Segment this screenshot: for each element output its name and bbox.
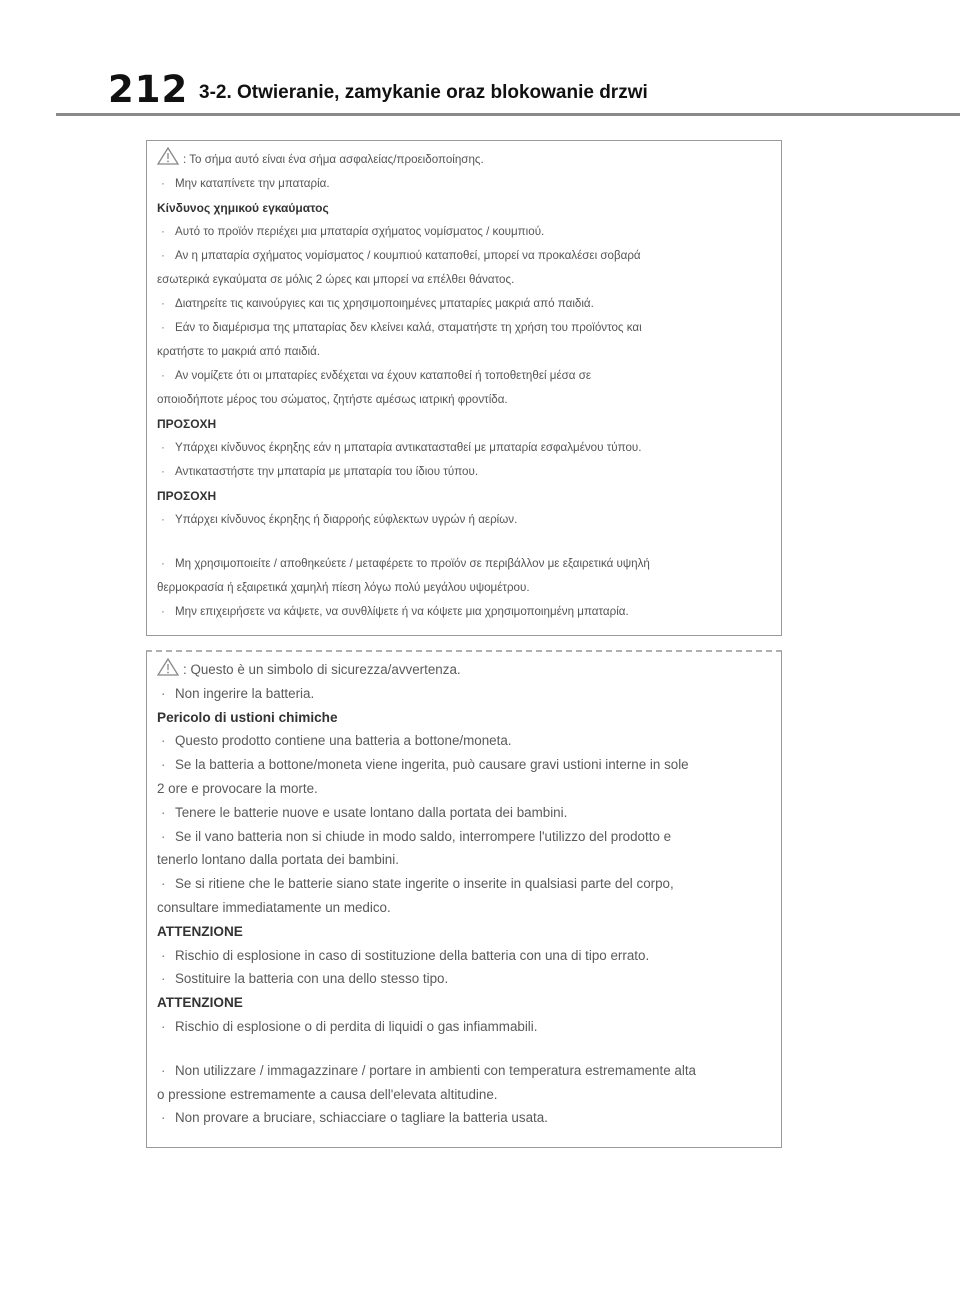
line-text: ATTENZIONE	[157, 923, 243, 939]
page-header	[0, 0, 960, 118]
bullet-item	[157, 220, 771, 244]
line-text: ΠΡΟΣΟΧΗ	[157, 489, 217, 503]
continuation-line	[157, 848, 771, 872]
bullet-dot-icon: ·	[161, 947, 166, 963]
bullet-dot-icon: ·	[161, 733, 166, 749]
line-text: Non utilizzare / immagazzinare / portare in ambienti con temperatura estremamente alta	[175, 1062, 696, 1078]
line-text: o pressione estremamente a causa dell'elevata altitudine.	[157, 1086, 498, 1102]
bullet-item	[157, 967, 771, 991]
bullet-item	[157, 244, 771, 268]
warning-heading	[157, 412, 771, 436]
bullet-dot-icon: ·	[161, 757, 166, 773]
bullet-dot-icon: ·	[161, 605, 165, 618]
line-text: Αυτό το προϊόν περιέχει μια μπαταρία σχήματος νομίσματος / κουμπιού.	[175, 225, 545, 238]
warning-heading	[157, 920, 771, 944]
line-text: Rischio di esplosione o di perdita di liquidi o gas infiammabili.	[175, 1018, 538, 1034]
line-text: Μη χρησιμοποιείτε / αποθηκεύετε / μεταφέρετε το προϊόν σε περιβάλλον με εξαιρετικά υψηλή	[175, 557, 650, 570]
warning-symbol-line	[157, 147, 771, 172]
line-text: Εάν το διαμέρισμα της μπαταρίας δεν κλείνει καλά, σταματήστε τη χρήση του προϊόντος και	[175, 321, 642, 334]
line-text: Μην καταπίνετε την μπαταρία.	[175, 177, 330, 190]
line-text: ATTENZIONE	[157, 995, 243, 1011]
greek-warning-box	[146, 140, 782, 636]
line-text: tenerlo lontano dalla portata dei bambini.	[157, 852, 399, 868]
bullet-item	[157, 682, 771, 706]
line-text: Αν η μπαταρία σχήματος νομίσματος / κουμπιού καταποθεί, μπορεί να προκαλέσει σοβαρά	[175, 249, 641, 262]
bullet-item	[157, 1059, 771, 1083]
line-text: Υπάρχει κίνδυνος έκρηξης ή διαρροής εύφλεκτων υγρών ή αερίων.	[175, 513, 518, 526]
bullet-dot-icon: ·	[161, 441, 165, 454]
bullet-dot-icon: ·	[161, 297, 165, 310]
page-number: 212	[108, 68, 189, 111]
line-text: Tenere le batterie nuove e usate lontano dalla portata dei bambini.	[175, 804, 568, 820]
bullet-item	[157, 172, 771, 196]
bullet-dot-icon: ·	[161, 249, 165, 262]
bullet-item	[157, 508, 771, 532]
bullet-dot-icon: ·	[161, 1110, 166, 1126]
continuation-line	[157, 896, 771, 920]
bullet-dot-icon: ·	[161, 369, 165, 382]
line-text: οποιοδήποτε μέρος του σώματος, ζητήστε αμέσως ιατρική φροντίδα.	[157, 393, 508, 406]
bullet-item	[157, 1106, 771, 1130]
warning-triangle-icon	[157, 658, 179, 674]
bullet-dot-icon: ·	[161, 685, 166, 701]
line-text: Questo prodotto contiene una batteria a bottone/moneta.	[175, 733, 512, 749]
line-text: : Questo è un simbolo di sicurezza/avvertenza.	[183, 662, 461, 677]
continuation-line	[157, 268, 771, 292]
line-text: Αν νομίζετε ότι οι μπαταρίες ενδέχεται να έχουν καταποθεί ή τοποθετηθεί μέσα σε	[175, 369, 592, 382]
line-text: Αντικαταστήστε την μπαταρία με μπαταρία του ίδιου τύπου.	[175, 465, 479, 478]
line-text: κρατήστε το μακριά από παιδιά.	[157, 345, 321, 358]
line-text: Se il vano batteria non si chiude in modo saldo, interrompere l'utilizzo del prodotto e	[175, 828, 672, 844]
line-text: ΠΡΟΣΟΧΗ	[157, 417, 217, 431]
bullet-dot-icon: ·	[161, 828, 166, 844]
bullet-item	[157, 600, 771, 624]
line-text: Se si ritiene che le batterie siano state ingerite o inserite in qualsiasi parte del corpo,	[175, 876, 674, 892]
line-text: Sostituire la batteria con una dello stesso tipo.	[175, 971, 449, 987]
line-text: θερμοκρασία ή εξαιρετικά χαμηλή πίεση λόγω πολύ μεγάλου υψομέτρου.	[157, 581, 530, 594]
line-text: Κίνδυνος χημικού εγκαύματος	[157, 201, 329, 215]
continuation-line	[157, 576, 771, 600]
line-text: Διατηρείτε τις καινούργιες και τις χρησιμοποιημένες μπαταρίες μακριά από παιδιά.	[175, 297, 594, 310]
warning-heading	[157, 484, 771, 508]
line-text: Pericolo di ustioni chimiche	[157, 709, 338, 725]
bullet-item	[157, 364, 771, 388]
section-title: 3-2. Otwieranie, zamykanie oraz blokowanie drzwi	[199, 82, 648, 103]
line-text: Se la batteria a bottone/moneta viene ingerita, può causare gravi ustioni interne in sole	[175, 757, 689, 773]
bullet-item	[157, 801, 771, 825]
warning-triangle-icon	[157, 147, 179, 163]
bullet-dot-icon: ·	[161, 465, 165, 478]
bullet-item	[157, 753, 771, 777]
line-text: : Το σήμα αυτό είναι ένα σήμα ασφαλείας/προειδοποίησης.	[183, 153, 484, 166]
line-text: consultare immediatamente un medico.	[157, 899, 391, 915]
line-text: Υπάρχει κίνδυνος έκρηξης εάν η μπαταρία αντικατασταθεί με μπαταρία εσφαλμένου τύπου.	[175, 441, 642, 454]
bullet-dot-icon: ·	[161, 971, 166, 987]
bullet-dot-icon: ·	[161, 557, 165, 570]
bullet-dot-icon: ·	[161, 1062, 166, 1078]
warning-heading	[157, 196, 771, 220]
bullet-item	[157, 872, 771, 896]
bullet-item	[157, 944, 771, 968]
header-rule	[56, 113, 960, 116]
bullet-item	[157, 825, 771, 849]
bullet-dot-icon: ·	[161, 804, 166, 820]
warning-symbol-line	[157, 658, 771, 682]
bullet-item	[157, 552, 771, 576]
line-text: Non provare a bruciare, schiacciare o tagliare la batteria usata.	[175, 1110, 548, 1126]
bullet-item	[157, 729, 771, 753]
italian-warning-box	[146, 650, 782, 1148]
bullet-item	[157, 436, 771, 460]
line-text: Rischio di esplosione in caso di sostituzione della batteria con una di tipo errato.	[175, 947, 650, 963]
bullet-dot-icon: ·	[161, 225, 165, 238]
line-text: εσωτερικά εγκαύματα σε μόλις 2 ώρες και μπορεί να επέλθει θάνατος.	[157, 273, 515, 286]
bullet-dot-icon: ·	[161, 876, 166, 892]
warning-heading	[157, 991, 771, 1015]
line-text: Non ingerire la batteria.	[175, 685, 315, 701]
bullet-item	[157, 1015, 771, 1039]
continuation-line	[157, 1083, 771, 1107]
bullet-dot-icon: ·	[161, 177, 165, 190]
bullet-item	[157, 316, 771, 340]
bullet-dot-icon: ·	[161, 1018, 166, 1034]
line-text: 2 ore e provocare la morte.	[157, 780, 318, 796]
bullet-dot-icon: ·	[161, 321, 165, 334]
line-text: Μην επιχειρήσετε να κάψετε, να συνθλίψετε ή να κόψετε μια χρησιμοποιημένη μπαταρία.	[175, 605, 629, 618]
bullet-item	[157, 292, 771, 316]
continuation-line	[157, 388, 771, 412]
continuation-line	[157, 340, 771, 364]
bullet-item	[157, 460, 771, 484]
bullet-dot-icon: ·	[161, 513, 165, 526]
warning-heading	[157, 706, 771, 730]
continuation-line	[157, 777, 771, 801]
